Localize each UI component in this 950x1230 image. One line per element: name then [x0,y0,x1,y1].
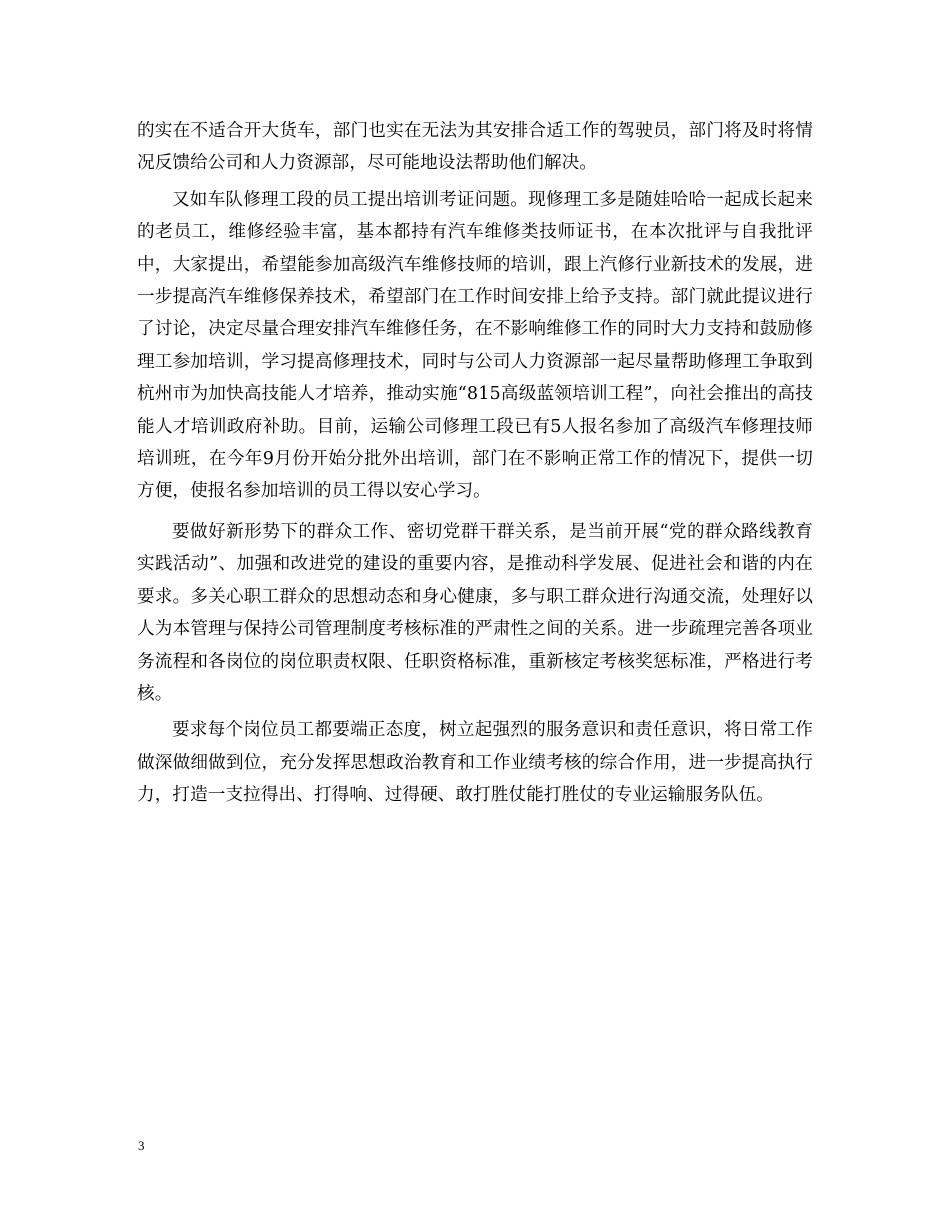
paragraph-continued: 的实在不适合开大货车，部门也实在无法为其安排合适工作的驾驶员，部门将及时将情况反馈给公司和人力资源部，尽可能地设法帮助他们解决。 [137,121,813,174]
document-body [137,115,813,816]
paragraph-service-attitude: 要求每个岗位员工都要端正态度，树立起强烈的服务意识和责任意识，将日常工作做深做细做到位，充分发挥思想政治教育和工作业绩考核的综合作用，进一步提高执行力，打造一支拉得出、打得响、过得硬、敢打胜仗能打胜仗的专业运输服务队伍。 [137,720,813,806]
paragraph-training: 又如车队修理工段的员工提出培训考证问题。现修理工多是随娃哈哈一起成长起来的老员工，维修经验丰富，基本都持有汽车维修类技师证书，在本次批评与自我批评中，大家提出，希望能参加高级汽车维修技师的培训，跟上汽修行业新技术的发展，进一步提高汽车维修保养技术，希望部门在工作时间安排上给予支持。部门就此提议进行了讨论，决定尽量合理安排汽车维修任务，在不影响维修工作的同时大力支持和鼓励修理工参加培训，学习提高修理技术，同时与公司人力资源部一起尽量帮助修理工争取到杭州市为加快高技能人才培养，推动实施“815高级蓝领培训工程”，向社会推出的高技能人才培训政府补助。目前，运输公司修理工段已有5人报名参加了高级汽车修理技师培训班，在今年9月份开始分批外出培训，部门在不影响正常工作的情况下，提供一切方便，使报名参加培训的员工得以安心学习。 [137,189,813,502]
page-number: 3 [138,1138,145,1153]
paragraph-mass-work: 要做好新形势下的群众工作、密切党群干群关系，是当前开展“党的群众路线教育实践活动”、加强和改进党的建设的重要内容，是推动科学发展、促进社会和谐的内在要求。多关心职工群众的思想动态和身心健康，多与职工群众进行沟通交流，处理好以人为本管理与保持公司管理制度考核标准的严肃性之间的关系。进一步疏理完善各项业务流程和各岗位的岗位职责权限、任职资格标准，重新核定考核奖惩标准，严格进行考核。 [137,521,813,704]
